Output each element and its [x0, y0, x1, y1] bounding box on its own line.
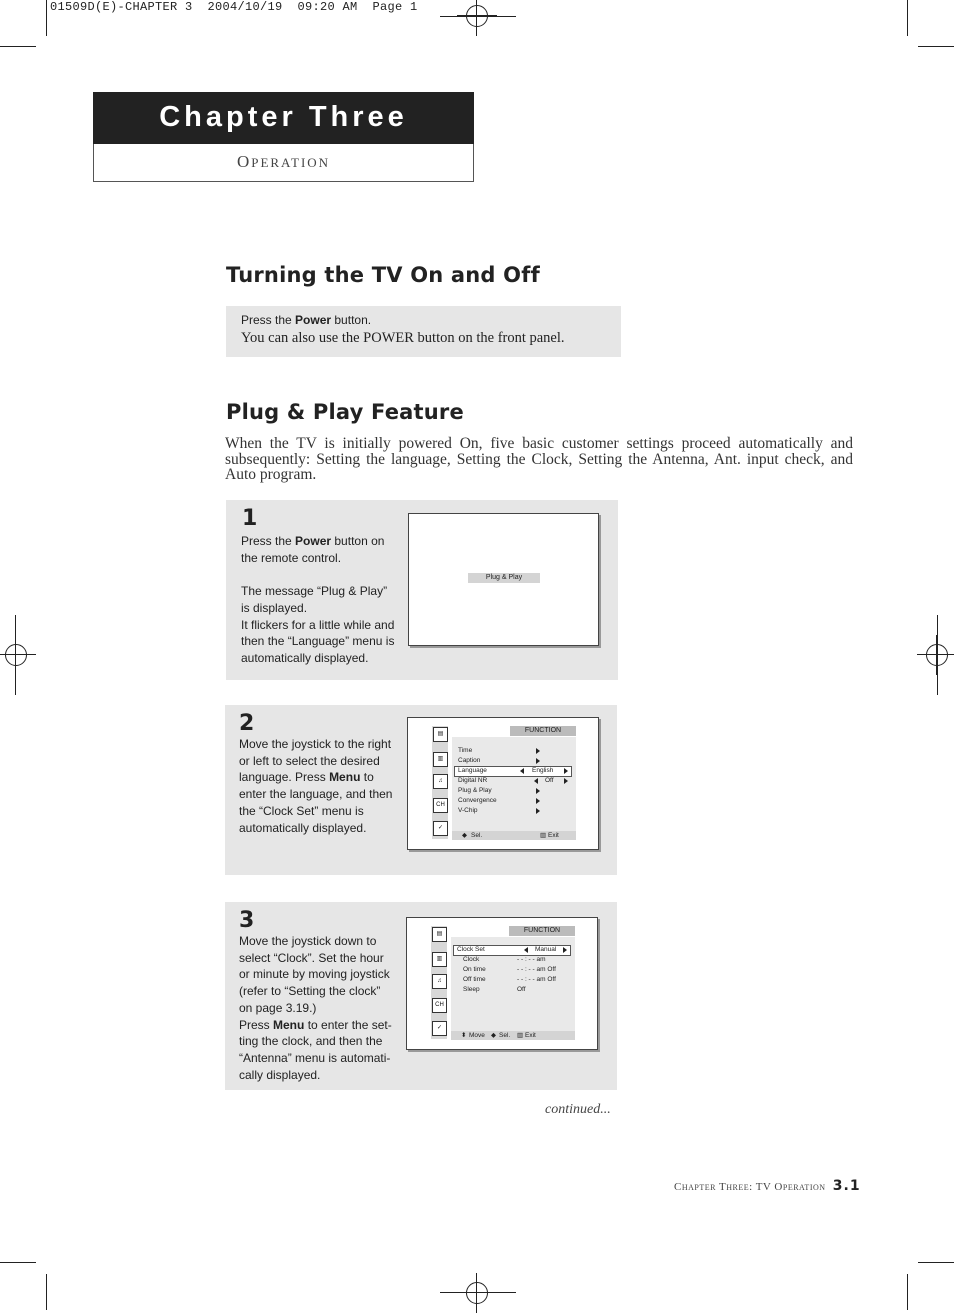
- step-2-text-b: to enter the language, and then the “Clock Set” menu is automatically displayed.: [239, 770, 393, 835]
- arrow-left-icon: [524, 947, 528, 953]
- step-3-box: [225, 902, 617, 1090]
- crop-mark: [46, 1274, 47, 1310]
- channel-icon: CH: [432, 998, 447, 1013]
- step-1-box: [226, 500, 618, 680]
- menu-item-convergence[interactable]: Convergence: [458, 797, 497, 804]
- power-note-box: [226, 306, 621, 357]
- step-3-text: [239, 933, 407, 1083]
- footer-exit: Exit: [525, 1032, 536, 1039]
- menu-icon: ▤: [432, 927, 447, 942]
- step-2-bold: Menu: [329, 770, 361, 785]
- menu-item-on-time[interactable]: On time: [463, 966, 486, 973]
- crop-mark: [918, 1262, 954, 1263]
- menu-item-v-chip[interactable]: V-Chip: [458, 807, 478, 814]
- crop-mark: [907, 0, 908, 36]
- power-note-line1: [241, 313, 371, 327]
- menu-item-off-time[interactable]: Off time: [463, 976, 486, 983]
- step-2-number: 2: [239, 711, 255, 736]
- section-heading-power: Turning the TV On and Off: [226, 263, 540, 287]
- continued-note: continued...: [545, 1102, 611, 1117]
- menu-item-time[interactable]: Time: [458, 747, 473, 754]
- picture-icon: ▥: [433, 752, 448, 767]
- step-1-text-b: button on the remote control. The message “Plug & Play” is displayed. It flickers for a little while and then the “Language” menu is automatically displayed.: [241, 534, 395, 665]
- note-bold: Power: [295, 313, 332, 327]
- menu-title: FUNCTION: [510, 726, 576, 736]
- step-2-box: [225, 705, 617, 875]
- step-3-tv-screen: [406, 917, 598, 1050]
- plug-play-intro: When the TV is initially powered On, five basic customer settings proceed automatically and subsequently: Setting the language, Setting the Clock, Setting the Antenna, Ant. input check, and Auto program.: [225, 435, 853, 483]
- note-suffix: button.: [331, 313, 372, 327]
- step-1-bold: Power: [295, 534, 332, 548]
- registration-mark-left: [0, 635, 36, 675]
- function-icon: ✓: [432, 1021, 447, 1036]
- menu-panel: [452, 737, 576, 840]
- step-1-number: 1: [242, 506, 258, 531]
- step-1-text: [241, 533, 409, 667]
- on-time-value: - - : - - am Off: [517, 966, 556, 973]
- step-2-tv-screen: [407, 717, 599, 850]
- clock-value: - - : - - am: [517, 956, 546, 963]
- footer-sel: Sel.: [471, 832, 483, 839]
- menu-icon: ▤: [433, 727, 448, 742]
- menu-title: FUNCTION: [509, 926, 575, 936]
- section-heading-plug-play: Plug & Play Feature: [226, 400, 464, 424]
- arrow-right-icon: [536, 808, 540, 814]
- footer-move: Move: [469, 1032, 485, 1039]
- sel-arrow-icon: ◆: [491, 1032, 496, 1039]
- chapter-subtitle: [93, 144, 474, 182]
- arrow-right-icon: [564, 768, 568, 774]
- arrow-right-icon: [563, 947, 567, 953]
- arrow-left-icon: [520, 768, 524, 774]
- page-footer: [674, 1178, 861, 1194]
- chapter-title: Chapter Three: [93, 92, 474, 144]
- power-note-line2: You can also use the POWER button on the front panel.: [241, 330, 565, 346]
- step-1-text-a: Press the: [241, 534, 296, 548]
- step-2-text: [239, 736, 407, 836]
- menu-sidebar: [432, 726, 448, 839]
- menu-item-clock-set-label: Clock Set: [457, 946, 485, 953]
- arrow-right-icon: [536, 788, 540, 794]
- menu-item-sleep[interactable]: Sleep: [463, 986, 480, 993]
- menu-item-language-label: Language: [458, 767, 487, 774]
- clock-set-value: Manual: [535, 946, 557, 953]
- function-icon: ✓: [433, 821, 448, 836]
- menu-sidebar: [431, 926, 447, 1039]
- menu-panel: [451, 937, 575, 1040]
- sound-icon: ♫: [433, 774, 448, 789]
- arrow-right-icon: [536, 748, 540, 754]
- arrow-right-icon: [564, 778, 568, 784]
- arrow-right-icon: [536, 758, 540, 764]
- crop-mark: [918, 46, 954, 47]
- registration-mark-right: [917, 635, 954, 675]
- sound-icon: ♫: [432, 974, 447, 989]
- chapter-subtitle-rest: PERATION: [251, 155, 331, 170]
- arrow-left-icon: [534, 778, 538, 784]
- channel-icon: CH: [433, 798, 448, 813]
- crop-mark: [0, 1262, 36, 1263]
- menu-item-plug-play[interactable]: Plug & Play: [458, 787, 492, 794]
- digital-nr-value: Off: [545, 777, 554, 784]
- step-3-text-a: Move the joystick down to select “Clock”. Set the hour or minute by moving joystick (refer to “Setting the clock” on page 3.19.) Press: [239, 934, 390, 1032]
- plug-play-message: Plug & Play: [468, 573, 540, 583]
- menu-footer: [451, 1031, 575, 1040]
- step-3-text-b: to enter the set- ting the clock, and then the “Antenna” menu is automati- cally displayed.: [239, 1017, 392, 1082]
- footer-sel: Sel.: [499, 1032, 511, 1039]
- running-head: Chapter Three: TV Operation: [674, 1181, 826, 1193]
- exit-icon: ▥: [540, 832, 547, 839]
- registration-mark-top: [457, 0, 497, 36]
- sleep-value: Off: [517, 986, 526, 993]
- step-3-number: 3: [239, 908, 255, 933]
- menu-footer: [452, 831, 576, 840]
- crop-mark: [0, 46, 36, 47]
- crop-mark: [46, 0, 47, 36]
- step-3-bold: Menu: [273, 1017, 305, 1032]
- menu-item-digital-nr[interactable]: Digital NR: [458, 777, 488, 784]
- registration-mark-bottom: [457, 1273, 497, 1313]
- move-arrow-icon: ⬍: [461, 1032, 467, 1039]
- arrow-right-icon: [536, 798, 540, 804]
- note-prefix: Press the: [241, 313, 296, 327]
- step-1-tv-screen: [408, 513, 599, 646]
- page-number: 3.1: [832, 1178, 861, 1194]
- menu-item-clock[interactable]: Clock: [463, 956, 480, 963]
- print-slug: 01509D(E)-CHAPTER 3 2004/10/19 09:20 AM Page 1: [50, 0, 418, 14]
- chapter-subtitle-initial: O: [236, 152, 252, 171]
- footer-exit: Exit: [548, 832, 559, 839]
- crop-mark: [907, 1274, 908, 1310]
- exit-icon: ▥: [517, 1032, 524, 1039]
- menu-item-caption[interactable]: Caption: [458, 757, 481, 764]
- sel-arrow-icon: ◆: [462, 832, 467, 839]
- language-value: English: [532, 767, 554, 774]
- off-time-value: - - : - - am Off: [517, 976, 556, 983]
- picture-icon: ▥: [432, 952, 447, 967]
- step-2-text-a: Move the joystick to the right or left to select the desired language. Press: [239, 737, 392, 785]
